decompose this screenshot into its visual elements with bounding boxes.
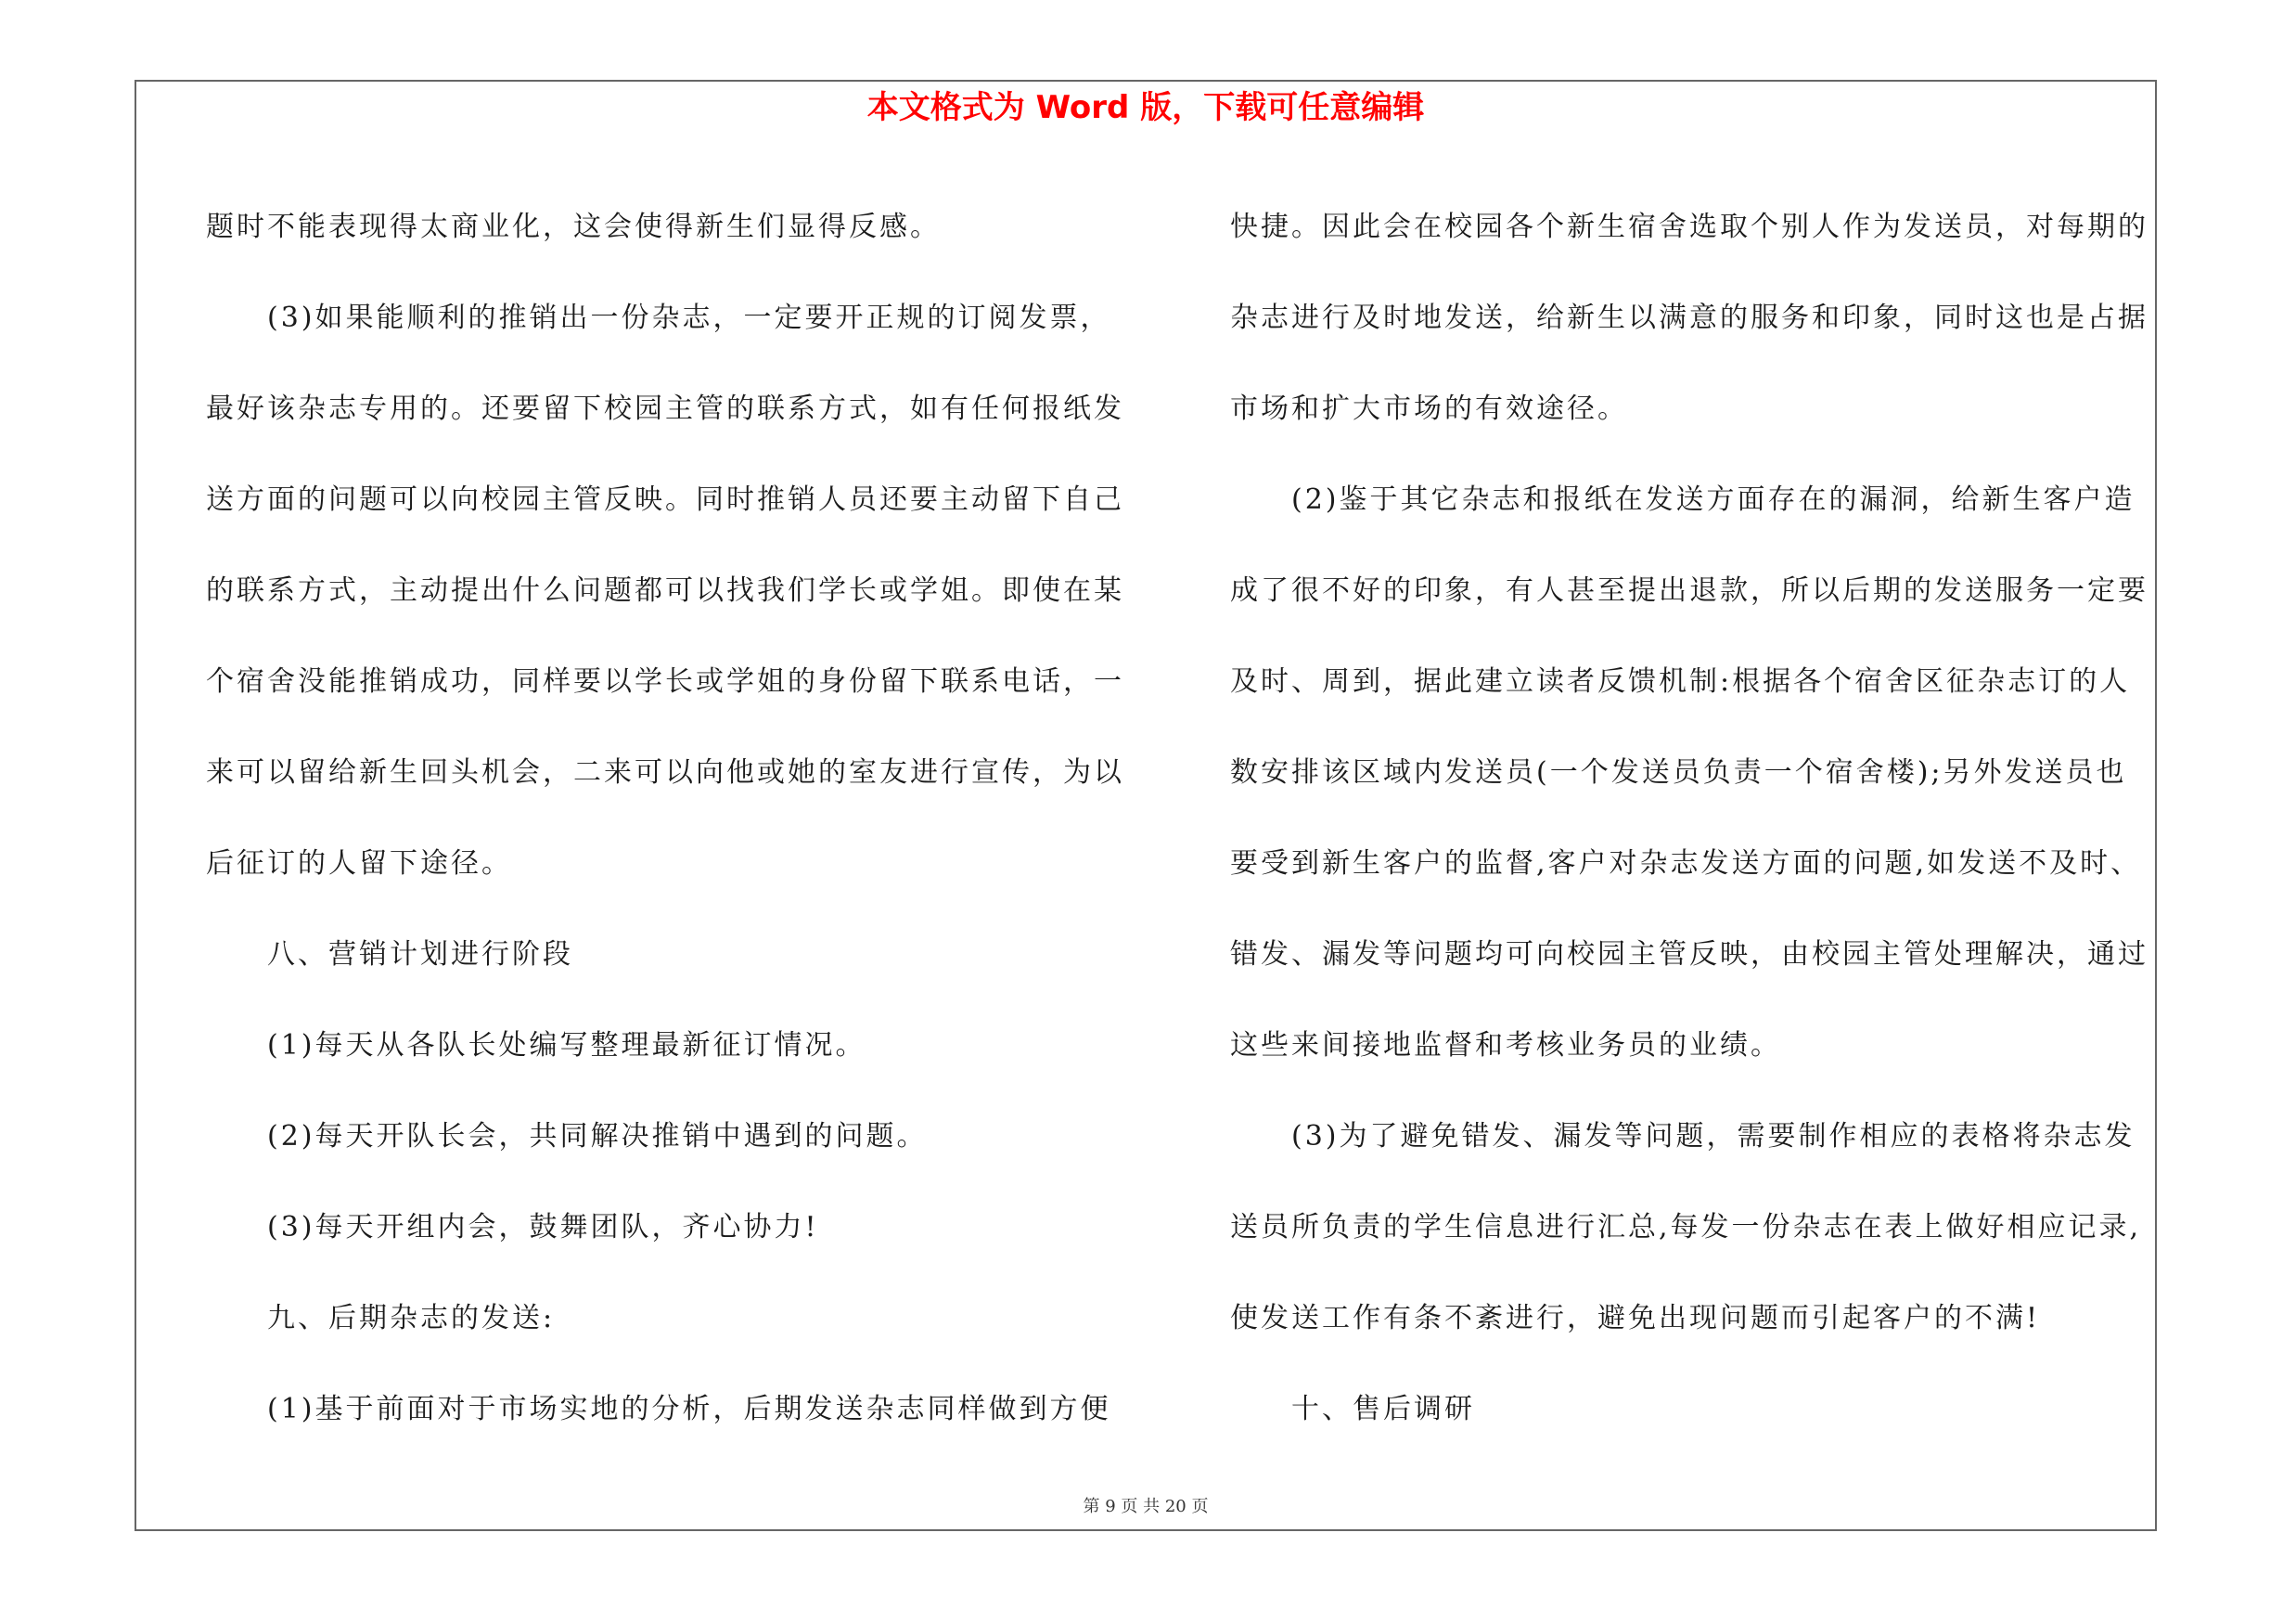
text-line: 这些来间接地监督和考核业务员的业绩。 [1230,1029,1781,1062]
text-line: 杂志进行及时地发送，给新生以满意的服务和印象，同时这也是占据 [1230,302,2148,334]
text-line: 来可以留给新生回头机会，二来可以向他或她的室友进行宣传，为以 [206,756,1124,789]
text-line: 九、后期杂志的发送: [267,1302,556,1334]
right-column [1230,182,2158,1455]
text-line: (1)每天从各队长处编写整理最新征订情况。 [267,1029,866,1062]
page-footer: 第 9 页 共 20 页 [1083,1497,1209,1516]
text-line: 使发送工作有条不紊进行，避免出现问题而引起客户的不满! [1230,1302,2041,1334]
text-line: 十、售后调研 [1291,1393,1475,1425]
text-line: 错发、漏发等问题均可向校园主管反映，由校园主管处理解决，通过 [1230,938,2148,971]
text-line: 最好该杂志专用的。还要留下校园主管的联系方式，如有任何报纸发 [206,393,1124,425]
header-banner: 本文格式为 Word 版，下载可任意编辑 [866,89,1425,126]
text-line: 个宿舍没能推销成功，同样要以学长或学姐的身份留下联系电话，一 [206,665,1124,698]
text-line: 题时不能表现得太商业化，这会使得新生们显得反感。 [206,211,941,243]
left-column [206,182,1134,1455]
text-line: (2)每天开队长会，共同解决推销中遇到的问题。 [267,1120,928,1153]
text-line: 数安排该区域内发送员(一个发送员负责一个宿舍楼);另外发送员也 [1230,756,2127,789]
text-line: (2)鉴于其它杂志和报纸在发送方面存在的漏洞，给新生客户造 [1291,483,2136,516]
text-line: 的联系方式，主动提出什么问题都可以找我们学长或学姐。即使在某 [206,574,1124,607]
text-line: (3)每天开组内会，鼓舞团队，齐心协力! [267,1211,819,1243]
text-line: 八、营销计划进行阶段 [267,938,573,971]
text-line: 送员所负责的学生信息进行汇总,每发一份杂志在表上做好相应记录, [1230,1211,2142,1243]
text-line: 要受到新生客户的监督,客户对杂志发送方面的问题,如发送不及时、 [1230,847,2142,880]
text-line: (3)为了避免错发、漏发等问题，需要制作相应的表格将杂志发 [1291,1120,2136,1153]
text-line: 后征订的人留下途径。 [206,847,512,880]
text-line: 及时、周到，据此建立读者反馈机制:根据各个宿舍区征杂志订的人 [1230,665,2131,698]
text-line: 成了很不好的印象，有人甚至提出退款，所以后期的发送服务一定要 [1230,574,2148,607]
text-line: 送方面的问题可以向校园主管反映。同时推销人员还要主动留下自己 [206,483,1124,516]
text-line: (1)基于前面对于市场实地的分析，后期发送杂志同样做到方便 [267,1393,1111,1425]
text-line: 市场和扩大市场的有效途径。 [1230,393,1628,425]
text-line: (3)如果能顺利的推销出一份杂志，一定要开正规的订阅发票， [267,302,1111,334]
text-line: 快捷。因此会在校园各个新生宿舍选取个别人作为发送员，对每期的 [1230,211,2148,243]
